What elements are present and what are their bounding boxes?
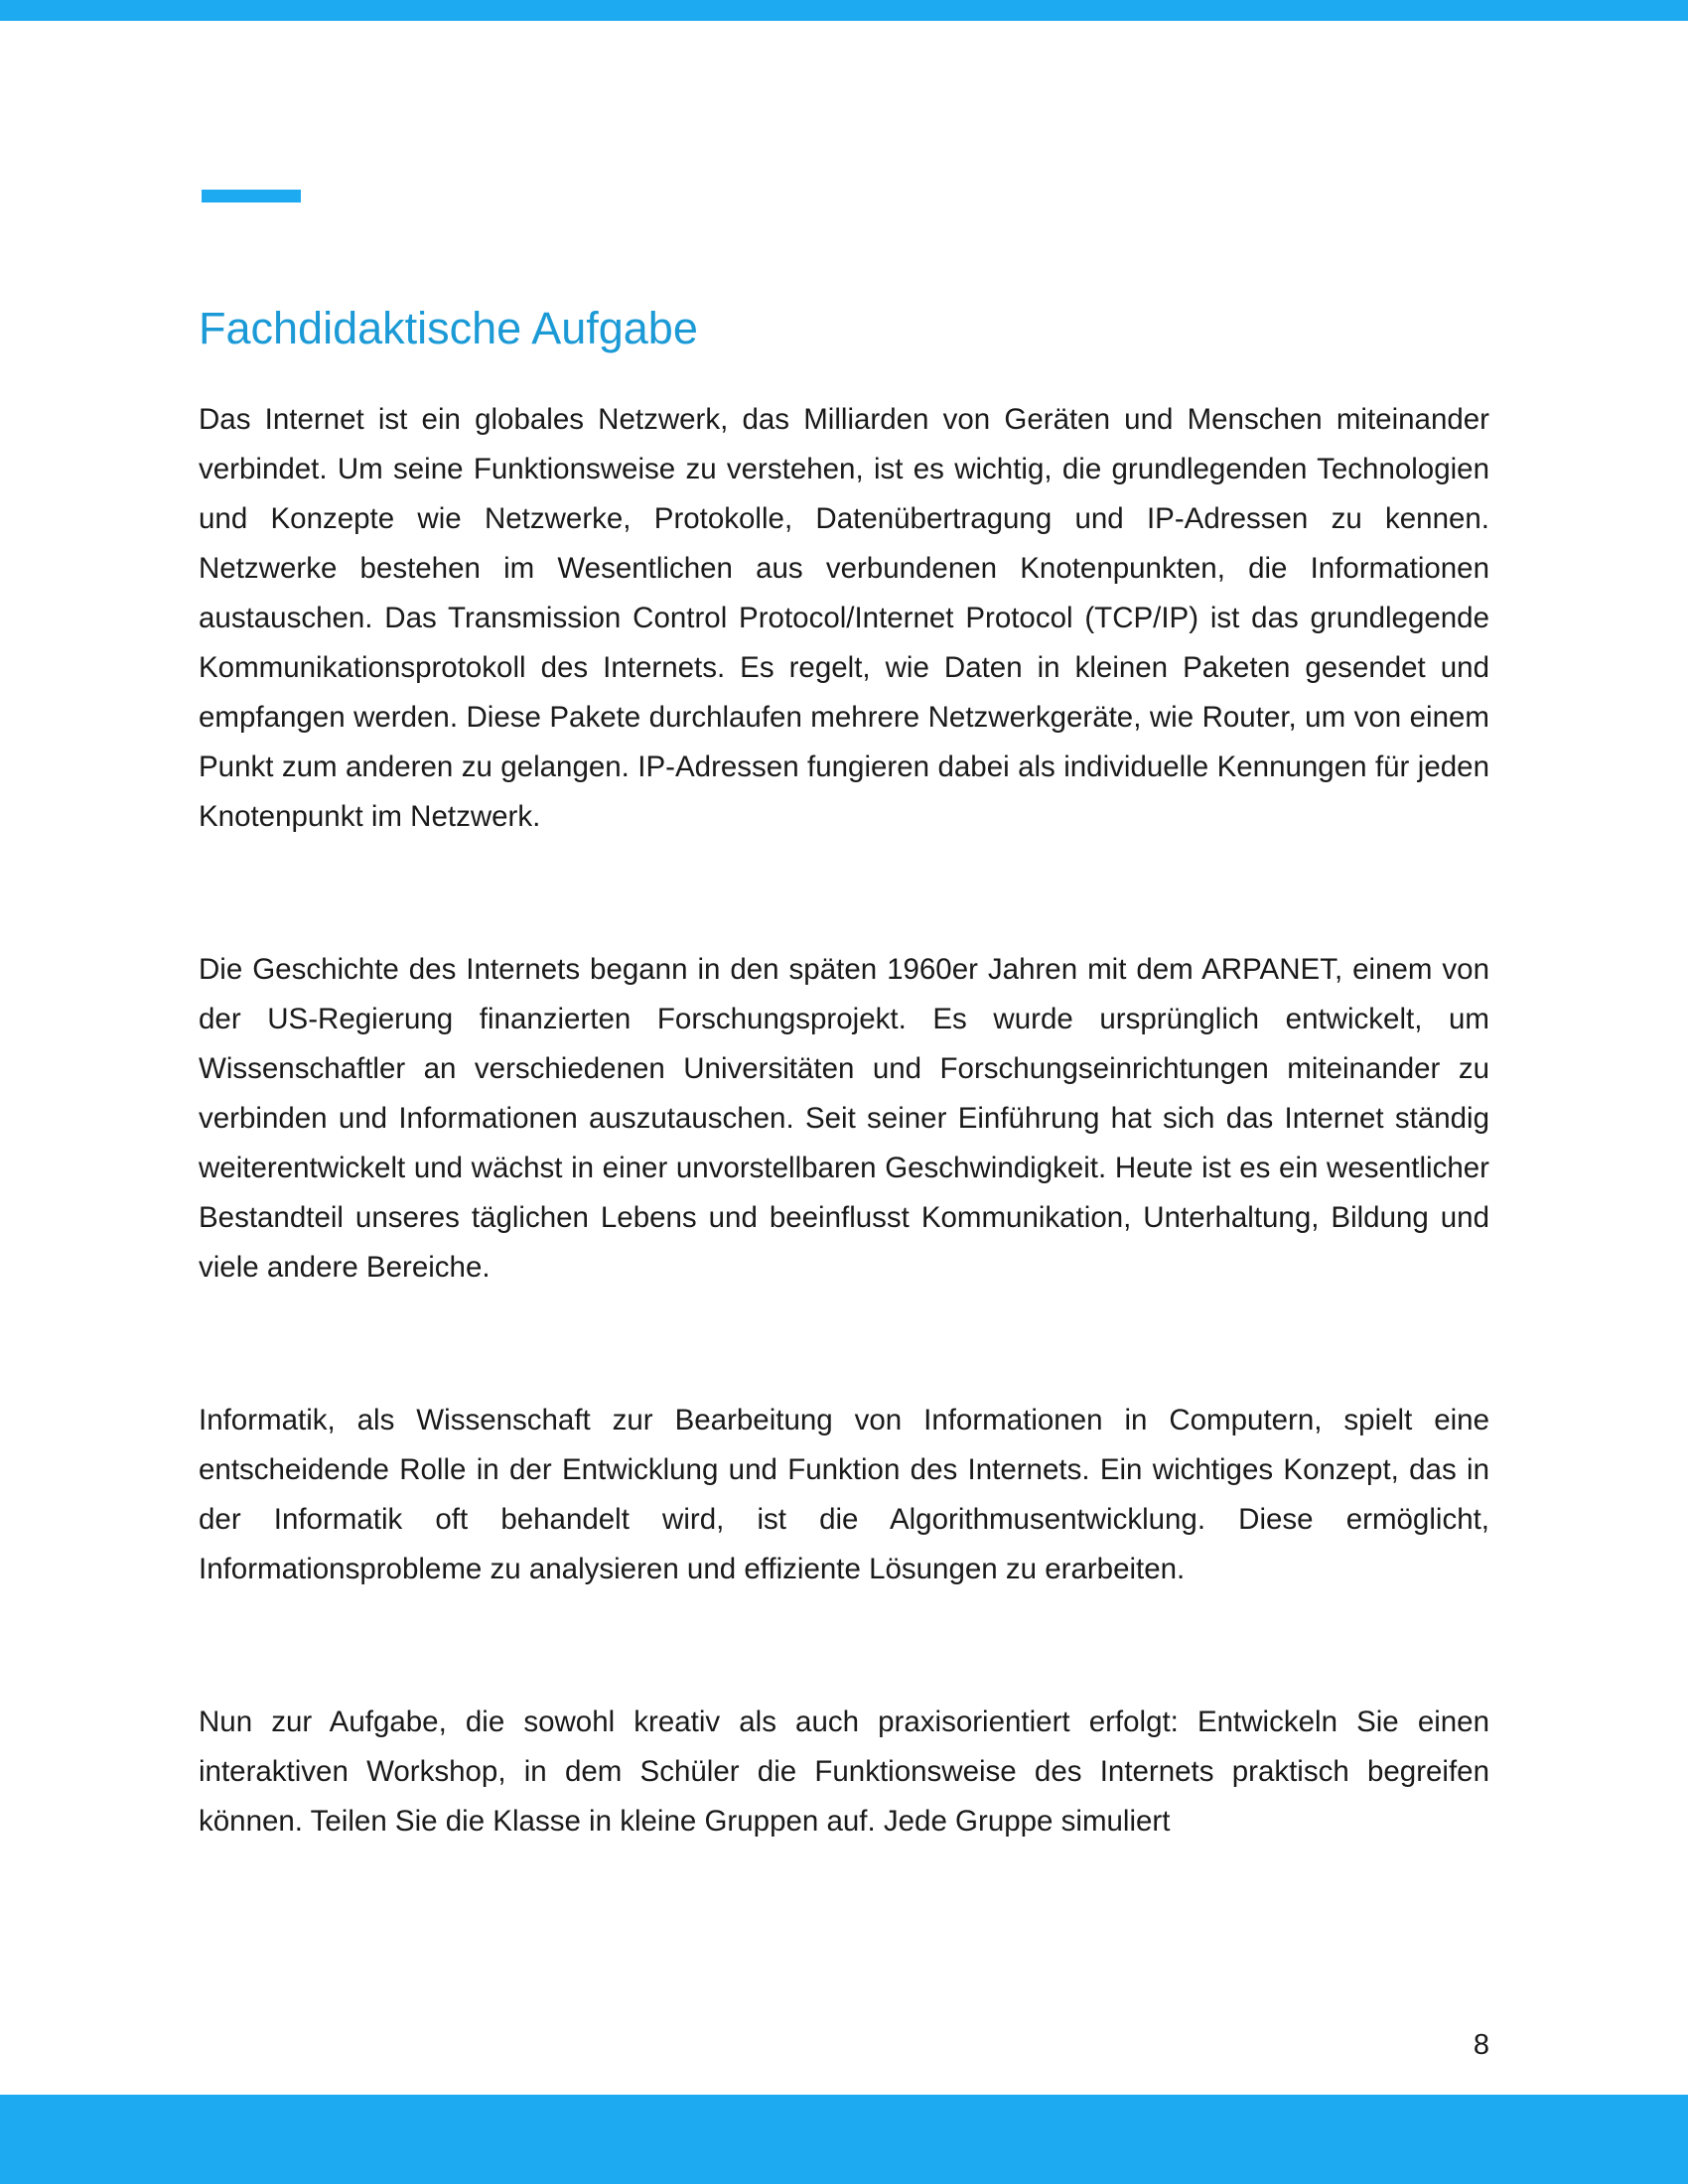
document-body xyxy=(199,395,1489,1846)
paragraph-task: Nun zur Aufgabe, die sowohl kreativ als auch praxisorientiert erfolgt: Entwickeln Sie einen interaktiven Workshop, in dem Schüler die Funktionsweise des Internets praktisch begreifen können. Teilen Sie die Klasse in kleine Gruppen auf. Jede Gruppe simuliert xyxy=(199,1706,1489,1838)
paragraph-internet-basics: Das Internet ist ein globales Netzwerk, das Milliarden von Geräten und Menschen miteinander verbindet. Um seine Funktionsweise zu verstehen, ist es wichtig, die grundlegenden Technologien und Konzepte wie Netzwerke, Protokolle, Datenübertragung und IP-Adressen zu kennen. Netzwerke bestehen im Wesentlichen aus verbundenen Knotenpunkten, die Informationen austauschen. Das Transmission Control Protocol/Internet Protocol (TCP/IP) ist das grundlegende Kommunikationsprotokoll des Internets. Es regelt, wie Daten in kleinen Paketen gesendet und empfangen werden. Diese Pakete durchlaufen mehrere Netzwerkgeräte, wie Router, um von einem Punkt zum anderen zu gelangen. IP-Adressen fungieren dabei als individuelle Kennungen für jeden Knotenpunkt im Netzwerk. xyxy=(199,403,1489,833)
page-title: Fachdidaktische Aufgabe xyxy=(199,303,698,353)
bottom-accent-bar xyxy=(0,2095,1688,2184)
paragraph-informatik: Informatik, als Wissenschaft zur Bearbeitung von Informationen in Computern, spielt eine entscheidende Rolle in der Entwicklung und Funktion des Internets. Ein wichtiges Konzept, das in der Informatik oft behandelt wird, ist die Algorithmusentwicklung. Diese ermöglicht, Informationsprobleme zu analysieren und effiziente Lösungen zu erarbeiten. xyxy=(199,1404,1489,1585)
page-number: 8 xyxy=(1473,2029,1489,2061)
top-accent-bar xyxy=(0,0,1688,21)
title-accent-dash xyxy=(202,190,301,203)
paragraph-internet-history: Die Geschichte des Internets begann in den späten 1960er Jahren mit dem ARPANET, einem von der US-Regierung finanzierten Forschungsprojekt. Es wurde ursprünglich entwickelt, um Wissenschaftler an verschiedenen Universitäten und Forschungseinrichtungen miteinander zu verbinden und Informationen auszutauschen. Seit seiner Einführung hat sich das Internet ständig weiterentwickelt und wächst in einer unvorstellbaren Geschwindigkeit. Heute ist es ein wesentlicher Bestandteil unseres täglichen Lebens und beeinflusst Kommunikation, Unterhaltung, Bildung und viele andere Bereiche. xyxy=(199,953,1489,1284)
